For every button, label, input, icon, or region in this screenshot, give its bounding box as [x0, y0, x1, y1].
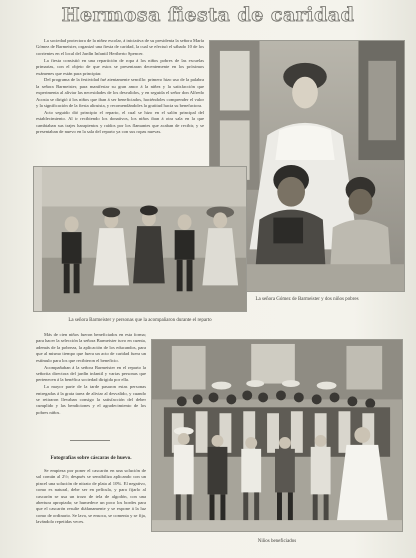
- group-image: [34, 167, 246, 311]
- lady-photo-caption: La señora Gómez de Barmeister y dos niños pobres: [255, 297, 359, 302]
- middle-paragraph: La mayor parte de la tarde pasaron estas personas entregadas á la grata tarea de aliviar al desvalido, y cuando se retiraron llevaban consigo la satisfacción del deber cumplido y las bendiciones y el agradecimiento de los pobres niños.: [36, 384, 146, 415]
- children-crowd-image: [152, 340, 402, 531]
- children-photo-caption: Niños beneficiados: [257, 539, 297, 544]
- middle-text: [36, 332, 146, 432]
- group-photo-caption: La señora Barmeister y personas que la acompañaron durante el reparto: [68, 318, 212, 323]
- section-divider: [70, 440, 110, 441]
- children-crowd-photo: [151, 339, 403, 532]
- intro-paragraph: Acto seguido dió principio el reparto, el cual se hizo en el salón principal del establecimiento. Al ir recibiendo los donativos, los niños iban á otra sala en la que cambiaban sus trajes harapientos y raídos por los flamantes que acaban de recibir, y se presentaban de nuevo en la sala del reparto ya con sus ropas nuevas.: [36, 109, 204, 135]
- intro-paragraph: La fiesta consistió en una repartición de ropa á los niños pobres de las escuelas primarias, con el objeto de que estos se presentaran decentemente en los próximos exámenes que están para principiar.: [36, 57, 204, 76]
- middle-paragraph: Más de cien niños fueron beneficiados en esta forma; para hacer la selección la señora Barmeister tuvo en cuenta, además de la pobreza, la aplicación de los educandos, para que al mismo tiempo que fuera un acto de caridad fuera un estímulo para los que recibieron el beneficio.: [36, 332, 146, 363]
- intro-paragraph: La sociedad protectora de la niñez escolar, á iniciativa de su presidenta la señora María Gómez de Barmeister, organizó una fiesta de caridad, la cual se efectuó el sábado 10 de los corrientes en el local del Jardín Infantil Heriberto Spencer.: [36, 38, 204, 56]
- middle-paragraph: Acompañaban á la señora Barmeister en el reparto la señorita directora del jardín infantil y varias personas que pertenecen á la benéfica sociedad dirigida por ella.: [36, 364, 146, 383]
- page-headline: Hermosa fiesta de caridad: [61, 4, 355, 26]
- group-photo: [33, 166, 247, 312]
- intro-paragraph: Del programa de la festividad fué atentamente sencillo: primero hizo uso de la palabra la señora Barmeister, para manifestar su gran amor á la niñez y la satisfacción que experimenta al aliviar las necesidades de los desvalidos, y en seguida el señor don Alfredo Acosta se dirigió á los niños que iban á ser beneficiados, haciéndoles comprender el valor y la significación de la fiesta altruista, y recomendándoles la gratitud hacia su benefactora.: [36, 77, 204, 109]
- intro-text: [36, 38, 204, 160]
- section-subhead: Fotografías sobre cáscaras de huevo.: [50, 455, 132, 461]
- bottom-text: [36, 468, 146, 534]
- bottom-paragraph: Se empieza por poner el cascarón en una solución de sal común al 2½; después se sensibiliza aplicando con un pincel una solución de nitrato de plata al 10%. El negativo, como es natural, debe ser en película, y para fijarlo al cascarón se usa un trozo de tela de algodón, con una abertura apropiada; se humedece un poco los bordes para que el cascarón resulte diáfanamente y se expone á la luz como de ordinario. Se lava, se ensoca, se comenta y se fija, lavándolo repetidas veces.: [36, 468, 146, 525]
